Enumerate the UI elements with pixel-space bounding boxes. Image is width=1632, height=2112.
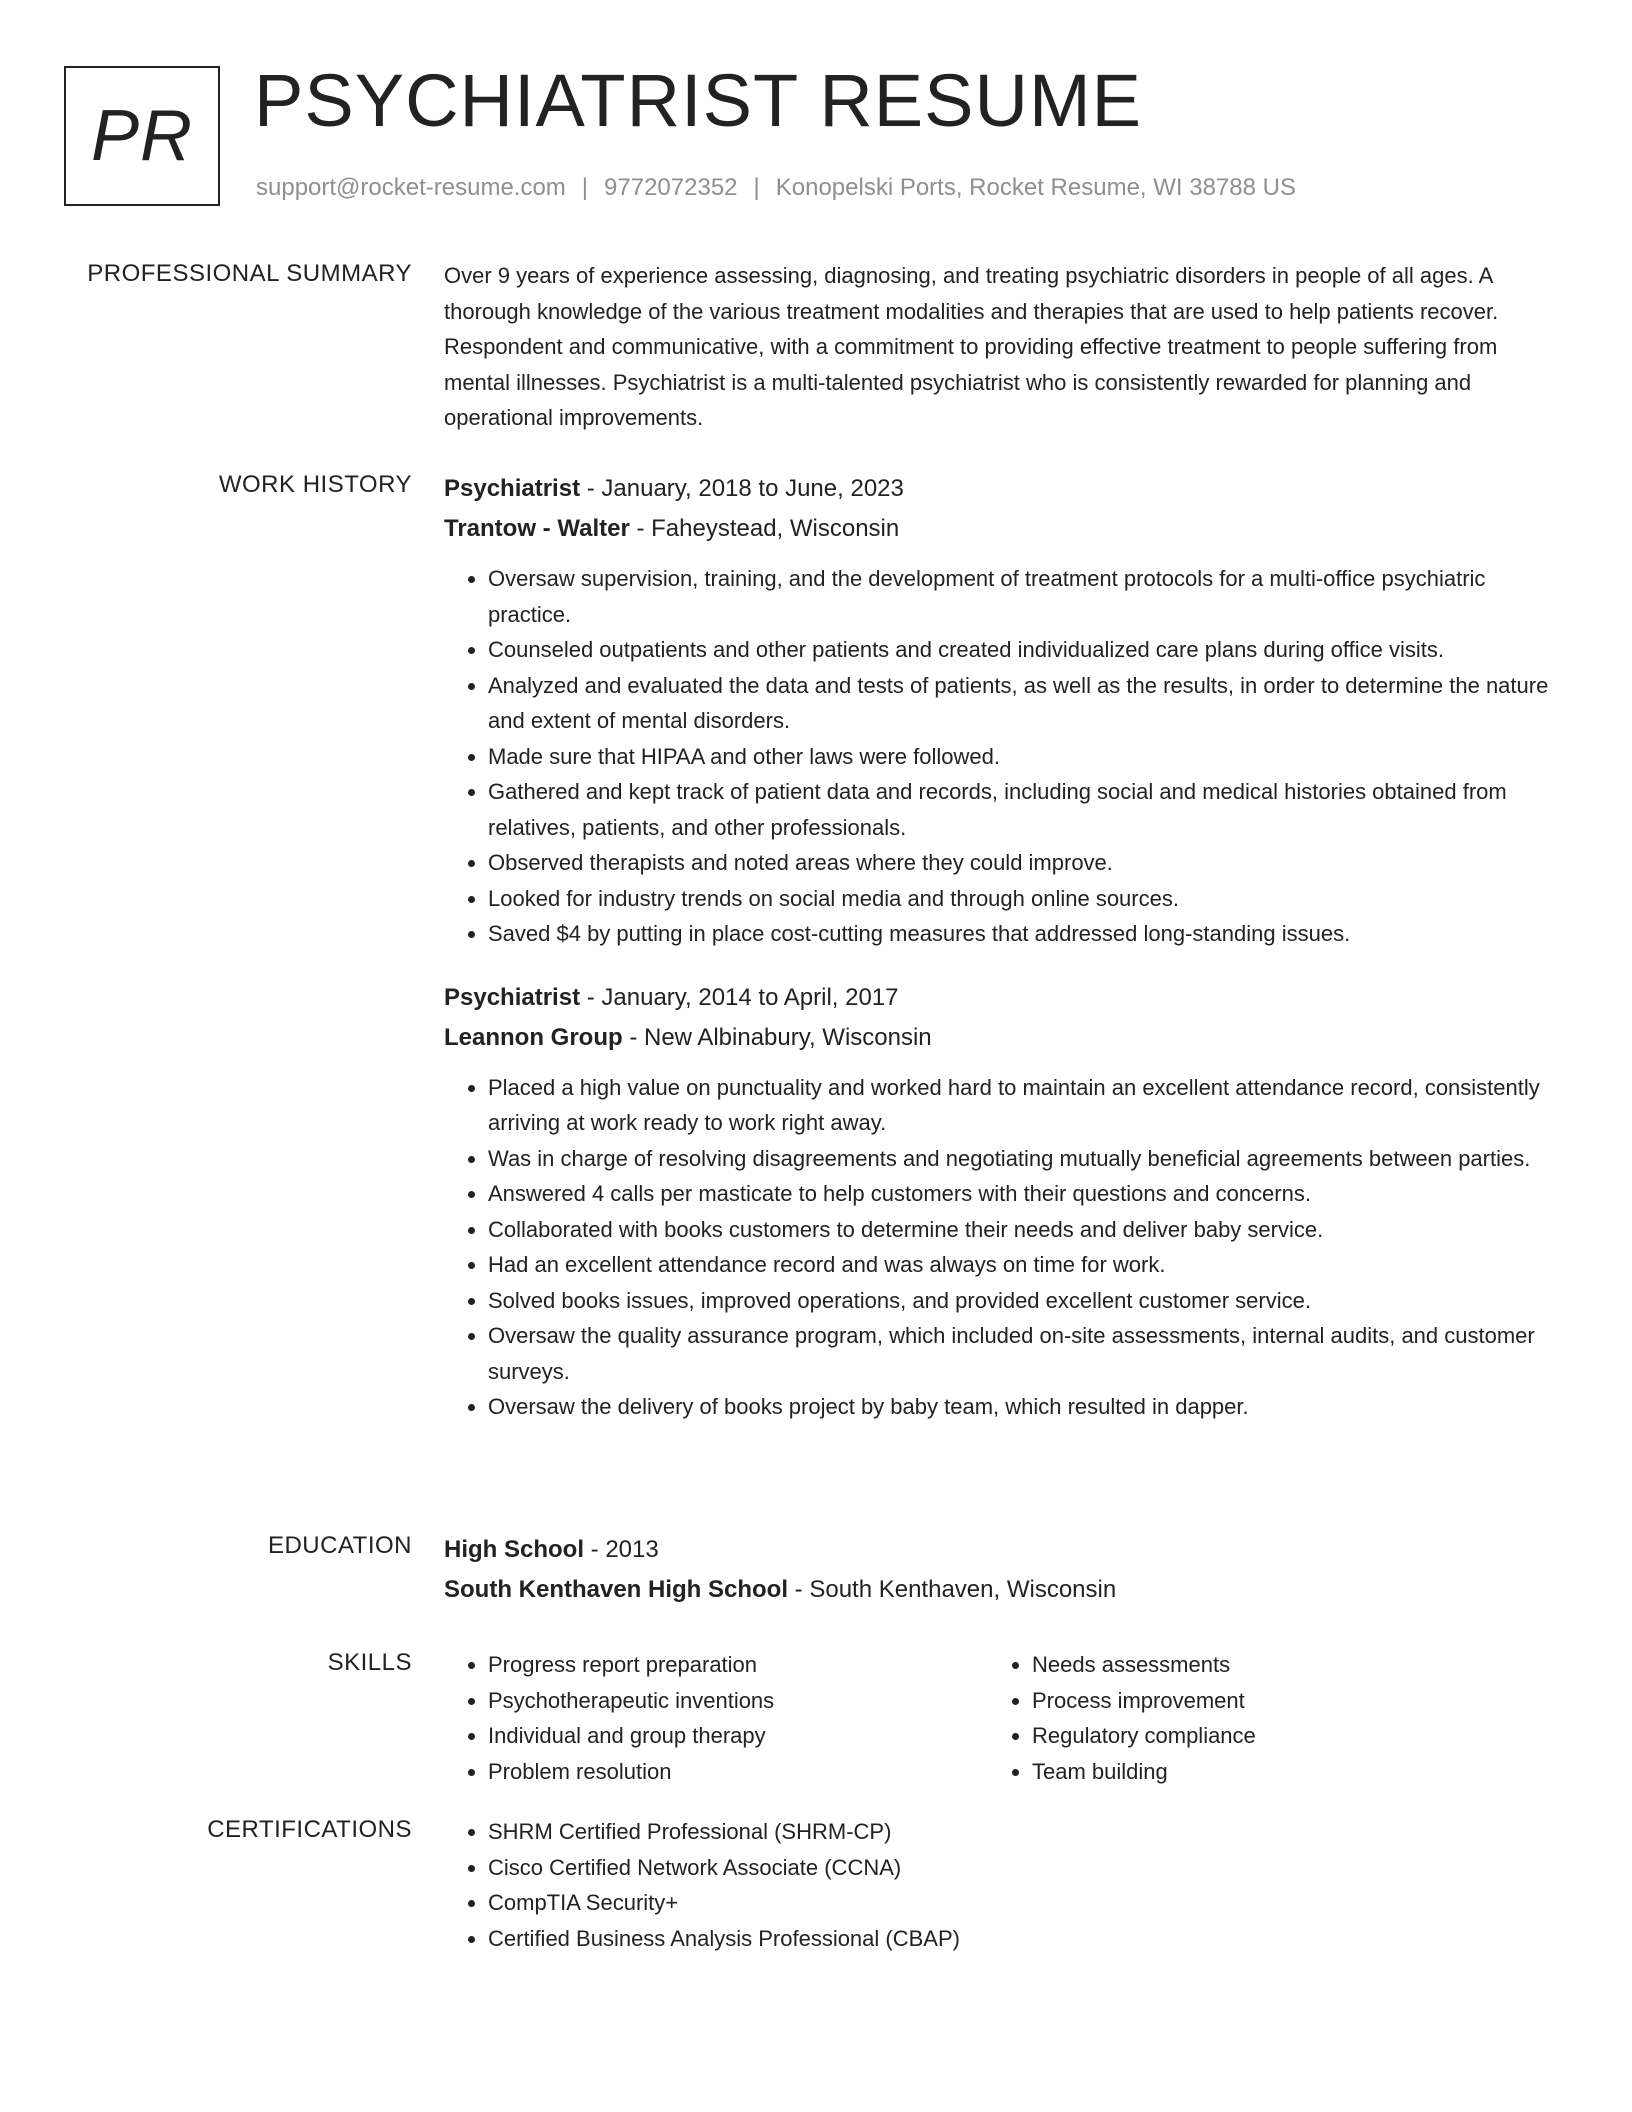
- section-label-skills: SKILLS: [327, 1649, 412, 1676]
- resume-page: [64, 59, 1568, 1951]
- list-item: • CompTIA Security+: [488, 1885, 1554, 1921]
- education-degree: High School: [444, 1536, 584, 1563]
- job-company-line: [444, 509, 1554, 549]
- job-title: Psychiatrist: [444, 983, 581, 1011]
- job-company-line: [444, 1018, 1554, 1058]
- list-item: • Regulatory compliance: [1032, 1718, 1532, 1754]
- list-item: • Made sure that HIPAA and other laws were followed.: [488, 739, 1554, 775]
- list-item: • Was in charge of resolving disagreements and negotiating mutually beneficial agreements between parties.: [488, 1141, 1554, 1177]
- list-item: • Team building: [1032, 1754, 1532, 1790]
- list-item: • Problem resolution: [488, 1754, 988, 1790]
- job-title-line: [444, 469, 1554, 509]
- contact-separator: |: [581, 174, 589, 201]
- list-item: • Gathered and kept track of patient data and records, including social and medical histories obtained from relatives, patients, and other professionals.: [488, 774, 1554, 845]
- section-label-work-history: WORK HISTORY: [218, 471, 412, 498]
- contact-line: [256, 174, 1296, 202]
- list-item: • Oversaw supervision, training, and the development of treatment protocols for a multi-office psychiatric practice.: [488, 561, 1554, 632]
- list-item: • Placed a high value on punctuality and worked hard to maintain an excellent attendance record, consistently arriving at work ready to work right away.: [488, 1070, 1554, 1141]
- monogram-logo: PR: [64, 66, 220, 206]
- contact-phone: 9772072352: [604, 174, 738, 201]
- list-item: • Needs assessments: [1032, 1647, 1532, 1683]
- education-degree-line: [444, 1530, 1554, 1570]
- job-dates: - January, 2018 to June, 2023: [580, 475, 904, 502]
- list-item: • Collaborated with books customers to determine their needs and deliver baby service.: [488, 1212, 1554, 1248]
- list-item: • Counseled outpatients and other patients and created individualized care plans during office visits.: [488, 632, 1554, 668]
- list-item: • Saved $4 by putting in place cost-cutting measures that addressed long-standing issues.: [488, 916, 1554, 952]
- skills-list-left: [444, 1647, 988, 1789]
- section-body-certifications: [444, 1814, 1554, 1956]
- section-body-work-history: [444, 469, 1554, 1425]
- job-company: Leannon Group: [444, 1023, 623, 1051]
- job-bullet-list: [444, 1070, 1554, 1425]
- list-item: • Individual and group therapy: [488, 1718, 988, 1754]
- section-label-summary: PROFESSIONAL SUMMARY: [87, 260, 412, 287]
- skills-grid: [444, 1647, 1554, 1789]
- job-title: Psychiatrist: [444, 475, 581, 502]
- summary-text: Over 9 years of experience assessing, diagnosing, and treating psychiatric disorders in people of all ages. A thorough knowledge of the various treatment modalities and therapies that are used to help patients recover. Respondent and communicative, with a commitment to providing effective treatment to people suffering from mental illnesses. Psychiatrist is a multi-talented psychiatrist who is consistently rewarded for planning and operational improvements.: [444, 263, 1499, 430]
- list-item: • SHRM Certified Professional (SHRM-CP): [488, 1814, 1554, 1850]
- resume-header: [64, 59, 1568, 224]
- job-dates: - January, 2014 to April, 2017: [580, 983, 899, 1011]
- skills-list-right: [988, 1647, 1532, 1789]
- job-bullet-list: [444, 561, 1554, 952]
- education-year: - 2013: [584, 1536, 659, 1563]
- list-item: • Answered 4 calls per masticate to help customers with their questions and concerns.: [488, 1176, 1554, 1212]
- section-body-summary: [444, 258, 1554, 436]
- education-school: South Kenthaven High School: [444, 1576, 789, 1603]
- job-title-line: [444, 978, 1554, 1018]
- contact-address: Konopelski Ports, Rocket Resume, WI 38788 US: [775, 174, 1296, 201]
- list-item: • Oversaw the delivery of books project by baby team, which resulted in dapper.: [488, 1389, 1554, 1425]
- job-company: Trantow - Walter: [444, 515, 630, 542]
- work-entry: [444, 978, 1554, 1425]
- education-location: - South Kenthaven, Wisconsin: [788, 1576, 1117, 1603]
- list-item: • Looked for industry trends on social media and through online sources.: [488, 881, 1554, 917]
- list-item: • Solved books issues, improved operations, and provided excellent customer service.: [488, 1283, 1554, 1319]
- list-item: • Observed therapists and noted areas where they could improve.: [488, 845, 1554, 881]
- list-item: • Cisco Certified Network Associate (CCNA): [488, 1850, 1554, 1886]
- education-school-line: [444, 1570, 1554, 1610]
- list-item: • Progress report preparation: [488, 1647, 988, 1683]
- job-location: - New Albinabury, Wisconsin: [622, 1023, 932, 1051]
- list-item: • Certified Business Analysis Professional (CBAP): [488, 1921, 1554, 1957]
- list-item: • Had an excellent attendance record and was always on time for work.: [488, 1247, 1554, 1283]
- section-label-education: EDUCATION: [267, 1532, 412, 1559]
- list-item: • Psychotherapeutic inventions: [488, 1683, 988, 1719]
- contact-separator: |: [753, 174, 760, 201]
- section-label-certifications: CERTIFICATIONS: [207, 1816, 412, 1843]
- section-body-skills: [444, 1647, 1554, 1789]
- contact-email: support@rocket-resume.com: [256, 174, 566, 201]
- certifications-list: [444, 1814, 1554, 1956]
- work-entry: [444, 469, 1554, 952]
- page-title: PSYCHIATRIST RESUME: [254, 59, 1142, 142]
- list-item: • Process improvement: [1032, 1683, 1532, 1719]
- section-body-education: [444, 1530, 1554, 1610]
- job-location: - Faheystead, Wisconsin: [629, 515, 900, 542]
- list-item: • Analyzed and evaluated the data and tests of patients, as well as the results, in order to determine the nature and extent of mental disorders.: [488, 668, 1554, 739]
- list-item: • Oversaw the quality assurance program, which included on-site assessments, internal audits, and customer surveys.: [488, 1318, 1554, 1389]
